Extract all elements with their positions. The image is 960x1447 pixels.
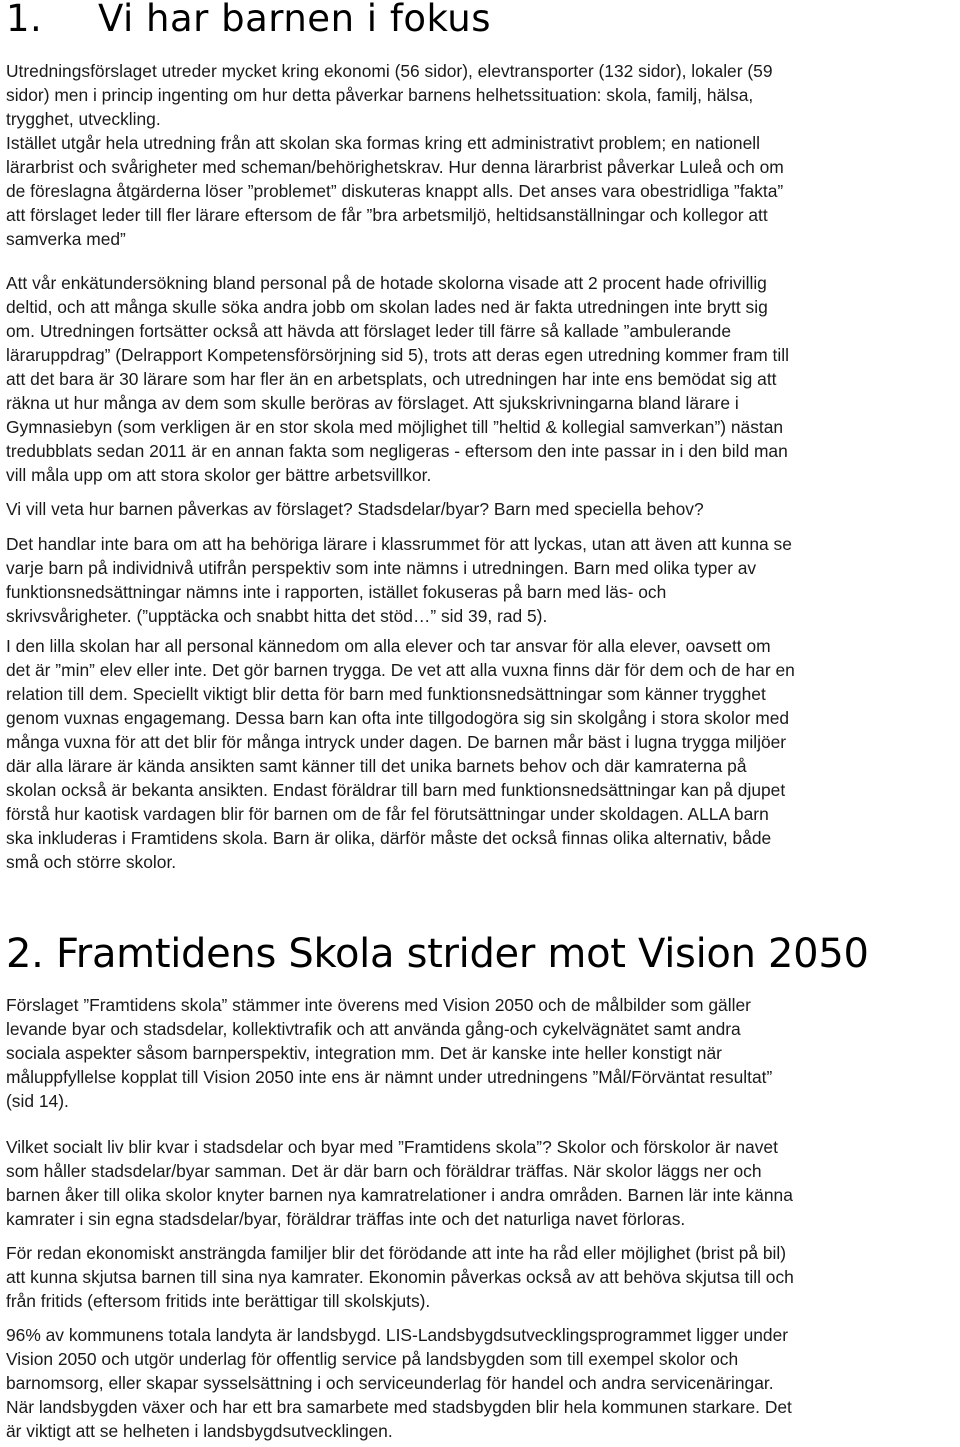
text-line: vill måla upp om att stora skolor ger bättre arbetsvillkor. (6, 465, 432, 485)
text-line: Vi vill veta hur barnen påverkas av förslaget? Stadsdelar/byar? Barn med speciella behov? (6, 499, 704, 519)
text-line: skolan också är bekanta ansikten. Endast föräldrar till barn med funktionsnedsättningar kan på djupet (6, 780, 786, 800)
section-1-paragraph (6, 271, 956, 487)
text-line: kamrater i sin egna stadsdelar/byar, föräldrar träffas inte och det naturliga navet förloras. (6, 1209, 686, 1229)
text-line: små och större skolor. (6, 852, 177, 872)
text-line: är viktigt att se helheten i landsbygdsutvecklingen. (6, 1421, 393, 1441)
text-line: För redan ekonomiskt ansträngda familjer blir det förödande att inte ha råd eller möjlighet (brist på bil) (6, 1243, 787, 1263)
text-line: att det bara är 30 lärare som har fler än en arbetsplats, och utredningen har inte ens bemödat sig att (6, 369, 777, 389)
text-line: funktionsnedsättningar nämns inte i rapporten, istället fokuseras på barn med läs- och (6, 582, 667, 602)
text-line: många vuxna för att det blir för många intryck under dagen. De barnen mår bäst i lugna trygga miljöer (6, 732, 787, 752)
text-line: I den lilla skolan har all personal kännedom om alla elever och tar ansvar för alla elever, oavsett om (6, 636, 771, 656)
text-line: Vision 2050 och utgör underlag för offentlig service på landsbygden som till exempel skolor och (6, 1349, 739, 1369)
text-line: Vilket socialt liv blir kvar i stadsdelar och byar med ”Framtidens skola”? Skolor och förskolor är navet (6, 1137, 778, 1157)
text-line: räkna ut hur många av dem som skulle beröras av förslaget. Att sjukskrivningarna bland lärare i (6, 393, 739, 413)
text-line: att kunna skjutsa barnen till sina nya kamrater. Ekonomin påverkas också av att behöva skjutsa till och (6, 1267, 794, 1287)
text-line: skrivsvårigheter. (”upptäcka och snabbt hitta det stöd…” sid 39, rad 5). (6, 606, 548, 626)
text-line: När landsbygden växer och har ett bra samarbete med stadsbygden blir hela kommunen starkare. Det (6, 1397, 792, 1417)
text-line: sidor) men i princip ingenting om hur detta påverkar barnens helhetssituation: skola, familj, hälsa, (6, 85, 754, 105)
text-line: (sid 14). (6, 1091, 69, 1111)
text-line: Att vår enkätundersökning bland personal på de hotade skolorna visade att 2 procent hade ofrivillig (6, 273, 767, 293)
text-line: från fritids (eftersom fritids inte berättigar till skolskjuts). (6, 1291, 431, 1311)
paragraph-text (6, 1323, 956, 1443)
text-line: de föreslagna åtgärderna löser ”problemet” diskuteras knappt alls. Det anses vara obestridliga ”fakta” (6, 181, 784, 201)
text-line: Förslaget ”Framtidens skola” stämmer inte överens med Vision 2050 och de målbilder som gäller (6, 995, 751, 1015)
section-2-paragraph (6, 1323, 956, 1443)
text-line: samverka med” (6, 229, 126, 249)
section-1-title: Vi har barnen i fokus (98, 0, 492, 40)
text-line: Utredningsförslaget utreder mycket kring ekonomi (56 sidor), elevtransporter (132 sidor), lokaler (59 (6, 61, 773, 81)
text-line: som håller stadsdelar/byar samman. Det är där barn och föräldrar träffas. När skolor läggs ner och (6, 1161, 762, 1181)
section-2-heading (6, 928, 869, 980)
text-line: levande byar och stadsdelar, kollektivtrafik och att använda gång-och cykelvägnätet samt andra (6, 1019, 741, 1039)
text-line: genom vuxnas engagemang. Dessa barn kan ofta inte tillgodogöra sig sin skolgång i stora skolor med (6, 708, 790, 728)
text-line: måluppfyllelse kopplat till Vision 2050 inte ens är nämnt under utredningens ”Mål/Förväntat resultat” (6, 1067, 773, 1087)
text-line: Det handlar inte bara om att ha behöriga lärare i klassrummet för att lyckas, utan att även att kunna se (6, 534, 792, 554)
text-line: om. Utredningen fortsätter också att hävda att förslaget leder till färre så kallade ”ambulerande (6, 321, 731, 341)
text-line: Istället utgår hela utredning från att skolan ska formas kring ett administrativt problem; en nationell (6, 133, 760, 153)
section-1-paragraph (6, 59, 956, 251)
text-line: trygghet, utveckling. (6, 109, 161, 129)
text-line: att förslaget leder till fler lärare eftersom de får ”bra arbetsmiljö, heltidsanställningar och kollegor att (6, 205, 768, 225)
text-line: Gymnasiebyn (som verkligen är en stor skola med möjlighet till ”heltid & kollegial samverkan”) nästan (6, 417, 784, 437)
text-line: barnomsorg, eller skapar sysselsättning i och serviceunderlag för handel och andra servicenäringar. (6, 1373, 774, 1393)
paragraph-text (6, 634, 956, 874)
paragraph-text (6, 1135, 956, 1231)
text-line: sociala aspekter såsom barnperspektiv, integration mm. Det är kanske inte heller konstigt när (6, 1043, 722, 1063)
text-line: lärarbrist och svårigheter med scheman/behörighetskrav. Hur denna lärarbrist påverkar Luleå och om (6, 157, 784, 177)
text-line: barnen åker till olika skolor knyter barnen nya kamratrelationer i andra områden. Barnen lär inte känna (6, 1185, 793, 1205)
text-line: det är ”min” elev eller inte. Det gör barnen trygga. De vet att alla vuxna finns där för dem och de har en (6, 660, 795, 680)
paragraph-text (6, 271, 956, 487)
text-line: deltid, och att många skulle söka andra jobb om skolan lades ned är fakta utredningen inte brytt sig (6, 297, 768, 317)
section-2-paragraph (6, 1241, 956, 1313)
section-1-number: 1. (6, 0, 43, 40)
section-2-paragraph (6, 1135, 956, 1231)
text-line: läraruppdrag” (Delrapport Kompetensförsörjning sid 5), trots att deras egen utredning kommer fram till (6, 345, 789, 365)
text-line: tredubblats sedan 2011 är en annan fakta som negligeras - eftersom den inte passar in i den bild man (6, 441, 788, 461)
paragraph-text (6, 497, 956, 521)
text-line: varje barn på individnivå utifrån perspektiv som inte nämns i utredningen. Barn med olika typer av (6, 558, 757, 578)
paragraph-text (6, 993, 956, 1113)
text-line: förstå hur kaotisk vardagen blir för barnen om de får fel förutsättningar under skoldagen. ALLA barn (6, 804, 769, 824)
text-line: relation till dem. Speciellt viktigt blir detta för barn med funktionsnedsättningar som känner trygghet (6, 684, 766, 704)
section-1-paragraph (6, 497, 956, 521)
text-line: ska inkluderas i Framtidens skola. Barn är olika, därför måste det också finnas olika alternativ, både (6, 828, 772, 848)
section-2-title: Framtidens Skola strider mot Vision 2050 (56, 931, 869, 977)
paragraph-text (6, 1241, 956, 1313)
section-2-number: 2. (6, 931, 44, 977)
paragraph-text (6, 532, 956, 628)
text-line: där alla lärare är kända ansikten samt känner till det unika barnets behov och där kamraterna på (6, 756, 747, 776)
section-1-paragraph (6, 634, 956, 874)
section-2-paragraph (6, 993, 956, 1113)
paragraph-text (6, 59, 956, 251)
section-1-paragraph (6, 532, 956, 628)
text-line: 96% av kommunens totala landyta är landsbygd. LIS-Landsbygdsutvecklingsprogrammet ligger under (6, 1325, 789, 1345)
section-1-heading (6, 0, 491, 42)
